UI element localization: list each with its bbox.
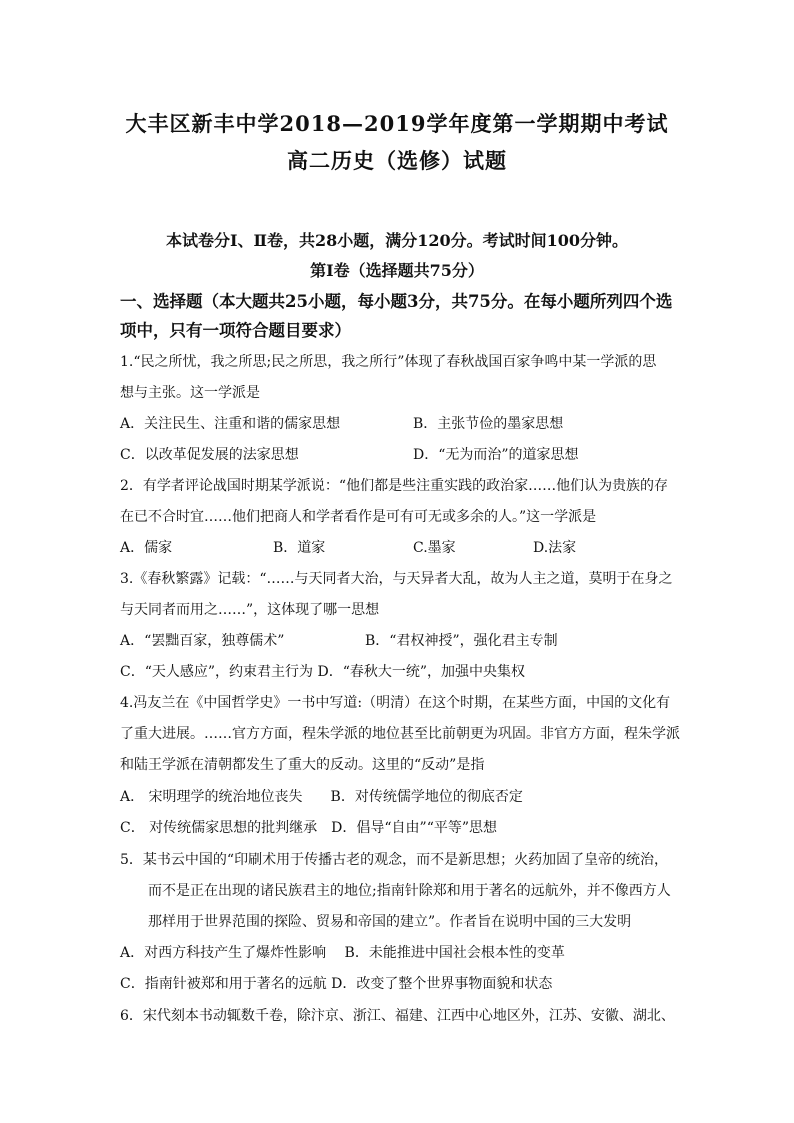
q2-stem-line2: 在已不合时宜……他们把商人和学者看作是可有可无或多余的人。”这一学派是 — [120, 509, 597, 525]
q2-option-d: D.法家 — [533, 540, 577, 556]
section-heading-line2: 项中，只有一项符合题目要求） — [120, 321, 351, 340]
section-heading-line1: 一、选择题（本大题共25小题，每小题3分，共75分。在每小题所列四个选 — [120, 292, 673, 311]
q2-option-a: A．儒家 — [120, 540, 173, 556]
q4-options-ab: A． 宋明理学的统治地位丧失 B．对传统儒学地位的彻底否定 — [120, 789, 523, 805]
q5-options-ab: A．对西方科技产生了爆炸性影响 B．未能推进中国社会根本性的变革 — [120, 945, 565, 961]
q1-stem-line2: 想与主张。这一学派是 — [120, 385, 260, 401]
q1-option-b: B．主张节俭的墨家思想 — [413, 416, 564, 432]
q5-stem-line3: 那样用于世界范围的探险、贸易和帝国的建立”。作者旨在说明中国的三大发明 — [148, 914, 632, 930]
q1-option-a: A．关注民生、注重和谐的儒家思想 — [120, 416, 341, 432]
q3-stem-line2: 与天同者而用之……”，这体现了哪一思想 — [120, 602, 380, 618]
q1-option-c: C．以改革促发展的法家思想 — [120, 447, 299, 463]
q4-stem-line1: 4.冯友兰在《中国哲学史》一书中写道:（明清）在这个时期，在某些方面，中国的文化有 — [120, 695, 671, 711]
q6-stem-line1: 6．宋代刻本书动辄数千卷，除汴京、浙江、福建、江西中心地区外，江苏、安徽、湖北、 — [120, 1008, 675, 1024]
q3-option-a: A．“罢黜百家，独尊儒术” — [120, 633, 285, 649]
part-one-heading: 第Ⅰ卷（选择题共75分） — [310, 261, 484, 280]
exam-instructions: 本试卷分Ⅰ、Ⅱ卷，共28小题，满分120分。考试时间100分钟。 — [165, 231, 629, 250]
q5-options-cd: C．指南针被郑和用于著名的远航 D．改变了整个世界事物面貌和状态 — [120, 976, 553, 992]
q3-option-b: B．“君权神授”，强化君主专制 — [365, 633, 558, 649]
q4-options-cd: C． 对传统儒家思想的批判继承 D．倡导“自由”“平等”思想 — [120, 820, 498, 836]
q4-stem-line2: 了重大进展。……官方方面，程朱学派的地位甚至比前朝更为巩固。非官方方面，程朱学派 — [120, 726, 680, 742]
q3-options-cd: C．“天人感应”，约束君主行为 D．“春秋大一统”，加强中央集权 — [120, 664, 526, 680]
q3-stem-line1: 3.《春秋繁露》记载：“……与天同者大治，与天异者大乱，故为人主之道，莫明于在身之 — [120, 571, 673, 587]
q1-option-d: D．“无为而治”的道家思想 — [413, 447, 579, 463]
q2-option-b: B．道家 — [273, 540, 326, 556]
q5-stem-line2: 而不是正在出现的诸民族君主的地位;指南针除郑和用于著名的远航外，并不像西方人 — [148, 883, 671, 899]
q2-option-c: C.墨家 — [413, 540, 456, 556]
exam-title: 大丰区新丰中学2018—2019学年度第一学期期中考试 — [125, 111, 669, 136]
q5-stem-line1: 5．某书云中国的“印刷术用于传播古老的观念，而不是新思想；火药加固了皇帝的统治， — [120, 852, 669, 868]
q4-stem-line3: 和陆王学派在清朝都发生了重大的反动。这里的“反动”是指 — [120, 757, 485, 773]
q1-stem-line1: 1.“民之所忧，我之所思;民之所思，我之所行”体现了春秋战国百家争鸣中某一学派的思 — [120, 354, 657, 370]
q2-stem-line1: 2．有学者评论战国时期某学派说：“他们都是些注重实践的政治家……他们认为贵族的存 — [120, 478, 669, 494]
exam-subtitle: 高二历史（选修）试题 — [287, 148, 507, 173]
